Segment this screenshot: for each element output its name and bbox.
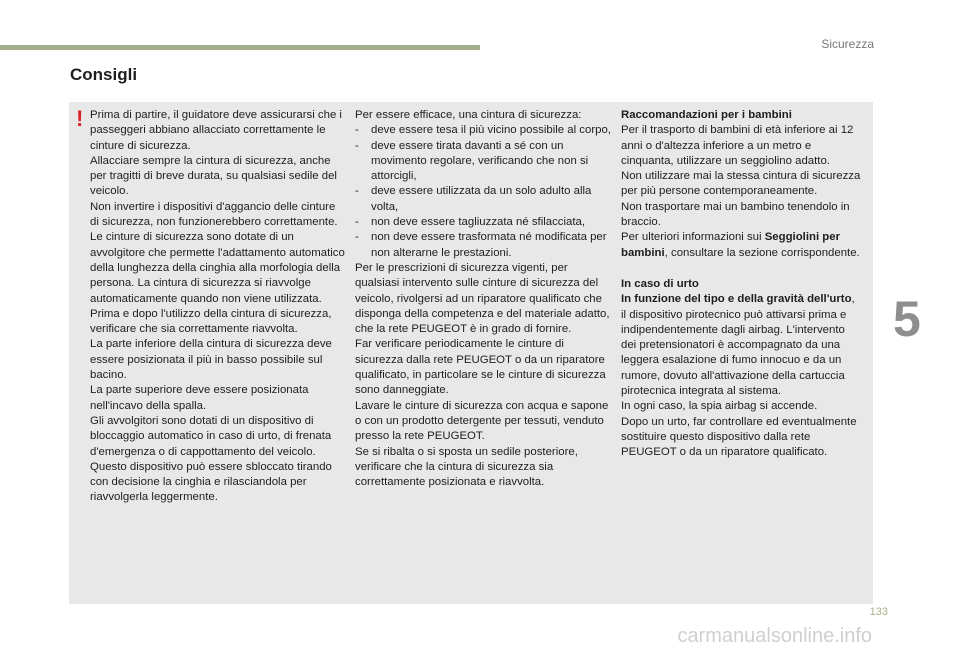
chapter-number: 5 (893, 291, 921, 347)
list-item-text: deve essere tesa il più vicino possibile al corpo, (371, 124, 611, 137)
paragraph-child-seats-reference (621, 230, 861, 261)
list-item-text: deve essere utilizzata da un solo adulto alla volta, (371, 185, 592, 213)
paragraph: La parte inferiore della cintura di sicurezza deve essere posizionata il più in basso possibile sul bacino. (90, 338, 332, 382)
exclamation-icon: ! (76, 106, 84, 131)
paragraph: La parte superiore deve essere posizionata nell'incavo della spalla. (90, 384, 309, 412)
paragraph: Non trasportare mai un bambino tenendolo in braccio. (621, 200, 850, 229)
paragraph: Prima e dopo l'utilizzo della cintura di sicurezza, verificare che sia correttamente riavvolta. (90, 307, 332, 336)
section-title: Sicurezza (821, 37, 874, 51)
list-item (355, 215, 611, 230)
list-item-text: non deve essere tagliuzzata né sfilacciata, (371, 216, 586, 229)
paragraph: In ogni caso, la spia airbag si accende. (621, 400, 818, 413)
heading-text: Raccomandazioni per i bambini (621, 109, 792, 121)
paragraph: Non utilizzare mai la stessa cintura di sicurezza per più persone contemporaneamente. (621, 170, 861, 198)
text-span: Per ulteriori informazioni sui (621, 231, 765, 244)
paragraph: Se si ribalta o si sposta un sedile posteriore, verificare che la cintura di sicurezza sia correttamente posizionata e riavvolta. (355, 445, 578, 489)
paragraph: Prima di partire, il guidatore deve assicurarsi che i passeggeri abbiano allacciato correttamente le cinture di sicurezza. (90, 109, 342, 152)
bold-text: In funzione del tipo e della gravità dell'urto (621, 293, 852, 306)
paragraph: Lavare le cinture di sicurezza con acqua e sapone o con un prodotto detergente per tessuti, venduto presso la rete PEUGEOT. (355, 399, 609, 443)
list-intro: Per essere efficace, una cintura di sicurezza: (355, 109, 582, 121)
paragraph: Gli avvolgitori sono dotati di un dispositivo di bloccaggio automatico in caso di urto, di frenata d'emergenza o di cappottamento del veicolo. Questo dispositivo può essere sbloccato tirando con decisione la cinghia e rilasciandola per riavvolgerla leggermente. (90, 414, 332, 504)
header-accent-bar (0, 45, 480, 50)
text-span: , il dispositivo pirotecnico può attivarsi prima e indipendentemente dagli airbag. L'intervento dei pretensionatori è accompagnato da una leggera esalazione di fumo innocuo e da un rumore, dovuto all'attivazione della cartuccia pirotecnica integrata al sistema. (621, 293, 855, 398)
paragraph: Non invertire i dispositivi d'aggancio delle cinture di sicurezza, non funzionerebbero correttamente. (90, 200, 338, 229)
column-children-and-crash (621, 108, 861, 461)
list-item (355, 123, 611, 138)
list-item (355, 184, 611, 215)
bullet-dash: - (355, 216, 359, 229)
crash-heading (621, 277, 861, 292)
list-item (355, 230, 611, 261)
watermark: carmanualsonline.info (677, 625, 872, 647)
child-seats-reference: Seggiolini per bambini (621, 231, 841, 259)
paragraph: Per il trasporto di bambini di età inferiore ai 12 anni o d'altezza inferiore a un metro e cinquanta, utilizzare un seggiolino adatto. (621, 124, 854, 167)
column-general-advice (90, 108, 345, 506)
bullet-dash: - (355, 124, 359, 137)
list-item-text: non deve essere trasformata né modificata per non alterarne le prestazioni. (371, 231, 607, 259)
bullet-dash: - (355, 185, 359, 198)
list-item-text: deve essere tirata davanti a sé con un movimento regolare, verificando che non si attorcigli, (371, 139, 589, 183)
list-item (355, 139, 611, 185)
page-title: Consigli (70, 65, 138, 84)
bullet-dash: - (355, 139, 359, 152)
paragraph: Allacciare sempre la cintura di sicurezza, anche per tragitti di breve durata, su qualsiasi sedile del veicolo. (90, 154, 337, 198)
bullet-dash: - (355, 231, 359, 244)
paragraph: Far verificare periodicamente le cinture di sicurezza dalla rete PEUGEOT o da un riparatore qualificato, in particolare se le cinture di sicurezza sono danneggiate. (355, 338, 606, 397)
heading-text: In caso di urto (621, 277, 699, 290)
paragraph (621, 292, 861, 399)
paragraph: Dopo un urto, far controllare ed eventualmente sostituire questo dispositivo dalla rete PEUGEOT o da un riparatore qualificato. (621, 415, 857, 459)
paragraph: Per le prescrizioni di sicurezza vigenti, per qualsiasi intervento sulle cinture di sicurezza del veicolo, rivolgersi ad un riparatore qualificato che disponga della competenza e del materiale adatto, che la rete PEUGEOT è in grado di fornire. (355, 261, 610, 336)
page-number: 133 (869, 606, 888, 618)
paragraph: Le cinture di sicurezza sono dotate di un avvolgitore che permette l'adattamento automatico della lunghezza della cinghia alla morfologia della persona. La cintura di sicurezza si riavvolge automaticamente quando non viene utilizzata. (90, 231, 345, 305)
column-belt-effectiveness (355, 108, 611, 490)
spacer (621, 261, 861, 277)
children-heading (621, 108, 861, 123)
text-span: , consultare la sezione corrispondente. (664, 246, 860, 259)
